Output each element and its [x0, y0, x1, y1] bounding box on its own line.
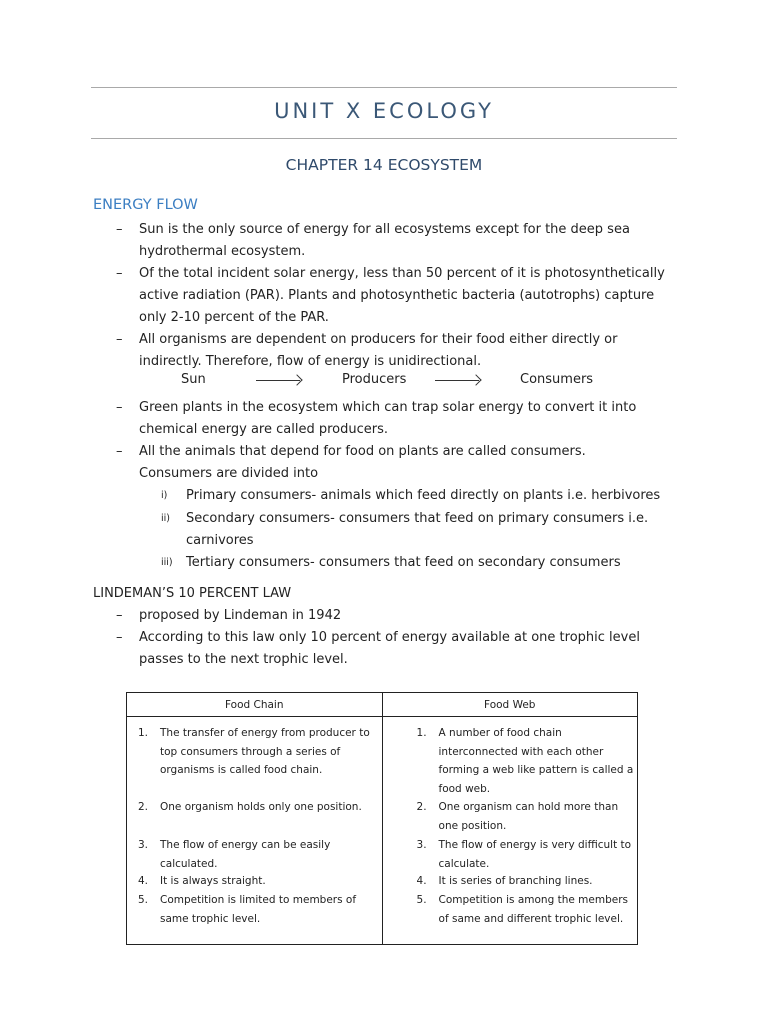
list-number: 2. — [138, 801, 149, 813]
energy-bullet-1: Sun is the only source of energy for all ecosystems except for the deep sea hydrothermal ecosystem. — [139, 222, 630, 259]
column-header-food-web: Food Web — [382, 693, 637, 717]
chapter-title: CHAPTER 14 ECOSYSTEM — [285, 156, 483, 174]
lindeman-bullet-2: According to this law only 10 percent of energy available at one trophic level passes to the next trophic level. — [139, 630, 640, 667]
flow-arrow-icon — [435, 380, 479, 381]
energy-flow-heading: ENERGY FLOW — [93, 197, 198, 213]
energy-bullet-2: Of the total incident solar energy, less than 50 percent of it is photosynthetically active radiation (PAR). Plants and photosynthetic bacteria (autotrophs) capture only 2-10 percent of the PAR. — [139, 266, 665, 325]
flow-consumers: Consumers — [520, 372, 594, 387]
top-rule — [91, 87, 677, 88]
list-item-text: Competition is limited to members of same trophic level. — [160, 894, 357, 925]
list-number: 1. — [138, 727, 149, 739]
comparison-table — [126, 692, 638, 945]
list-number: 3. — [138, 839, 149, 851]
bullet-marker: – — [116, 630, 123, 645]
consumer-type-marker: iii) — [161, 557, 173, 568]
consumer-type-marker: ii) — [161, 513, 170, 524]
bullet-marker: – — [116, 332, 123, 347]
food-chain-cell — [127, 717, 383, 945]
list-item-text: One organism can hold more than one position. — [438, 801, 619, 832]
consumers-intro: Consumers are divided into — [139, 466, 319, 481]
lindeman-bullet-1: proposed by Lindeman in 1942 — [139, 608, 342, 623]
flow-sun: Sun — [181, 372, 206, 387]
list-number: 3. — [416, 839, 427, 851]
table-row — [127, 717, 638, 945]
list-item-text: The flow of energy is very difficult to calculate. — [438, 839, 632, 870]
food-web-cell — [382, 717, 637, 945]
bullet-marker: – — [116, 400, 123, 415]
list-item-text: Competition is among the members of same and different trophic level. — [438, 894, 628, 925]
list-number: 2. — [416, 801, 427, 813]
energy-bullet-4: Green plants in the ecosystem which can trap solar energy to convert it into chemical energy are called producers. — [139, 400, 637, 437]
unit-title: UNIT X ECOLOGY — [274, 99, 494, 123]
title-rule — [91, 138, 677, 139]
list-number: 5. — [416, 894, 427, 906]
flow-arrow-icon — [256, 380, 300, 381]
list-number: 4. — [416, 875, 427, 887]
consumer-type-tertiary: Tertiary consumers- consumers that feed on secondary consumers — [186, 555, 621, 570]
energy-bullet-5: All the animals that depend for food on plants are called consumers. — [139, 444, 586, 459]
bullet-marker: – — [116, 266, 123, 281]
table-header-row — [127, 693, 638, 717]
list-number: 4. — [138, 875, 149, 887]
consumer-type-primary: Primary consumers- animals which feed directly on plants i.e. herbivores — [186, 488, 661, 503]
list-item-text: One organism holds only one position. — [160, 801, 362, 813]
flow-producers: Producers — [342, 372, 407, 387]
list-item-text: The transfer of energy from producer to top consumers through a series of organisms is called food chain. — [160, 727, 370, 776]
lindeman-heading: LINDEMAN’S 10 PERCENT LAW — [93, 586, 292, 601]
bullet-marker: – — [116, 222, 123, 237]
list-number: 1. — [416, 727, 427, 739]
list-item-text: A number of food chain interconnected with each other forming a web like pattern is called a food web. — [438, 727, 634, 795]
column-header-food-chain: Food Chain — [127, 693, 383, 717]
consumer-type-secondary: Secondary consumers- consumers that feed on primary consumers i.e. carnivores — [186, 511, 649, 548]
list-item-text: It is always straight. — [160, 875, 266, 887]
list-item-text: It is series of branching lines. — [438, 875, 593, 887]
bullet-marker: – — [116, 444, 123, 459]
list-item-text: The flow of energy can be easily calculated. — [160, 839, 331, 870]
energy-bullet-3: All organisms are dependent on producers for their food either directly or indirectly. Therefore, flow of energy is unidirectional. — [139, 332, 618, 369]
list-number: 5. — [138, 894, 149, 906]
consumer-type-marker: i) — [161, 490, 168, 501]
bullet-marker: – — [116, 608, 123, 623]
